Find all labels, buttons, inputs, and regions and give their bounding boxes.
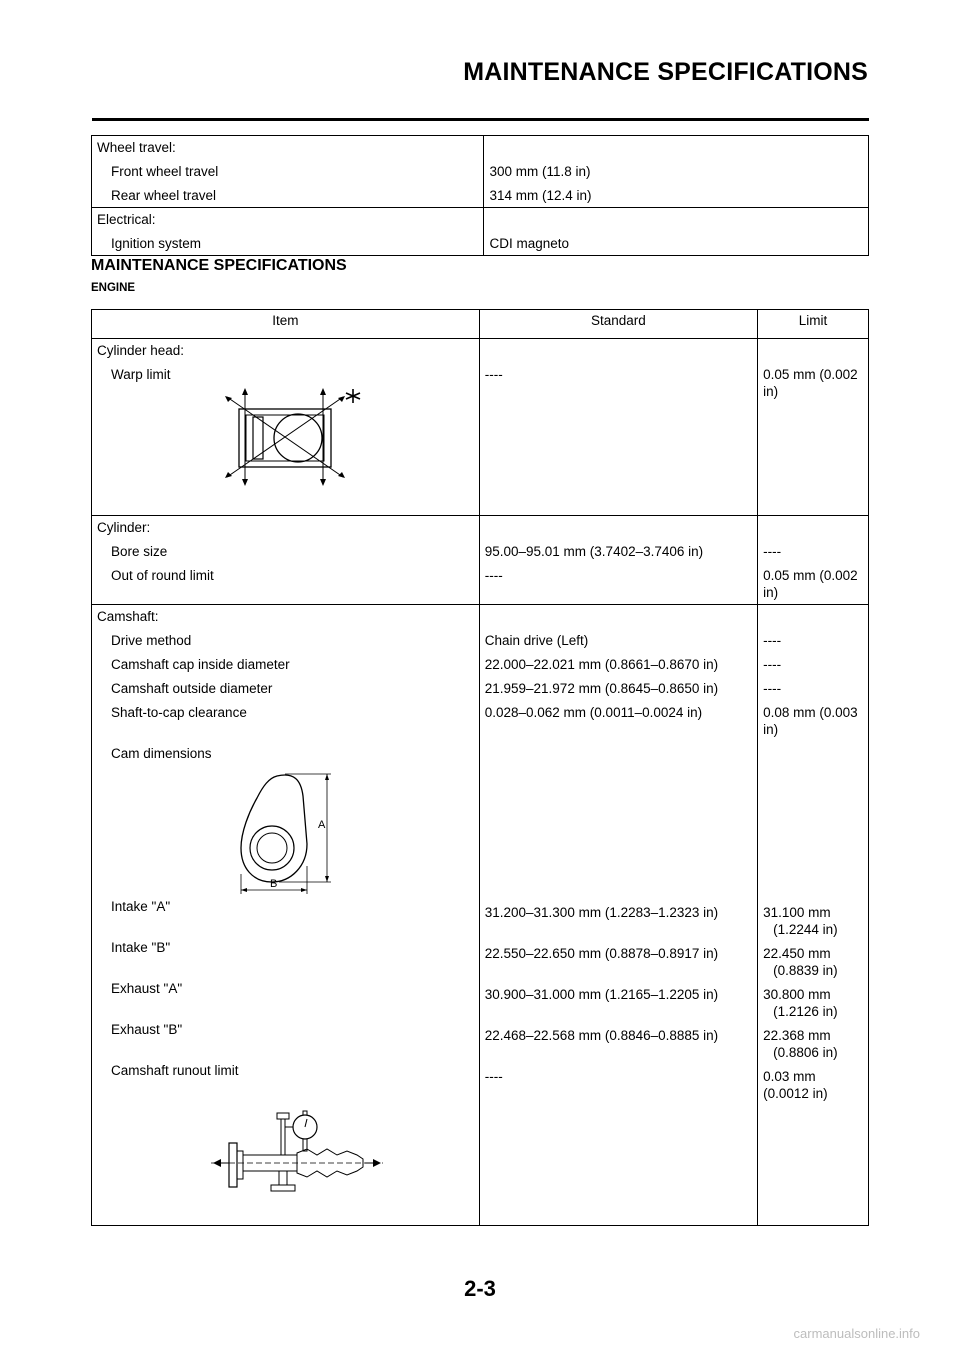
engine-table-header xyxy=(92,310,869,339)
watermark: carmanualsonline.info xyxy=(793,1326,920,1341)
column-header-item: Item xyxy=(272,313,299,328)
page-header-title: MAINTENANCE SPECIFICATIONS xyxy=(463,58,868,86)
limit-value: ---- xyxy=(763,681,782,696)
limit-value-inch: (0.8839 in) xyxy=(773,963,838,978)
group-electrical xyxy=(92,208,869,256)
limit-value-inch: (0.8806 in) xyxy=(773,1045,838,1060)
standard-value: 22.468–22.568 mm (0.8846–0.8885 in) xyxy=(484,1028,719,1043)
limit-value: 22.368 mm xyxy=(763,1028,831,1043)
row-label: Intake "A" xyxy=(111,899,171,914)
standard-value: 22.550–22.650 mm (0.8878–0.8917 in) xyxy=(484,946,719,961)
spec-table xyxy=(91,135,869,256)
standard-value: 95.00–95.01 mm (3.7402–3.7406 in) xyxy=(484,544,704,559)
limit-value: 0.05 mm (0.002 in) xyxy=(763,367,858,399)
header-rule xyxy=(92,118,869,121)
cylinder-head-warp-figure xyxy=(215,387,365,487)
camshaft-runout-figure xyxy=(207,1103,387,1199)
limit-value: ---- xyxy=(763,544,782,559)
row-label: Camshaft cap inside diameter xyxy=(111,657,290,672)
row-label: Exhaust "A" xyxy=(111,981,183,996)
row-label: Ignition system xyxy=(111,236,202,251)
row-label: Out of round limit xyxy=(111,568,214,583)
standard-value: 22.000–22.021 mm (0.8661–0.8670 in) xyxy=(484,657,719,672)
group-heading: Electrical: xyxy=(97,212,156,227)
standard-value: ---- xyxy=(484,1069,503,1084)
row-label: Cam dimensions xyxy=(111,746,212,761)
group-cylinder-head xyxy=(92,339,869,516)
group-cylinder xyxy=(92,516,869,605)
row-label: Drive method xyxy=(111,633,192,648)
section-title: MAINTENANCE SPECIFICATIONS xyxy=(91,257,347,274)
limit-value: 22.450 mm xyxy=(763,946,831,961)
group-wheel-travel xyxy=(92,136,869,208)
limit-value-inch: (0.0012 in) xyxy=(763,1086,828,1101)
limit-value: 30.800 mm xyxy=(763,987,831,1002)
row-label: Exhaust "B" xyxy=(111,1022,183,1037)
standard-value: 21.959–21.972 mm (0.8645–0.8650 in) xyxy=(484,681,719,696)
standard-value: Chain drive (Left) xyxy=(484,633,589,648)
row-label: Shaft-to-cap clearance xyxy=(111,705,247,720)
row-label: Front wheel travel xyxy=(111,164,219,179)
standard-value: ---- xyxy=(484,568,503,583)
standard-value: 0.028–0.062 mm (0.0011–0.0024 in) xyxy=(484,705,703,720)
column-header-limit: Limit xyxy=(758,310,869,339)
limit-value: 0.05 mm (0.002 in) xyxy=(763,568,858,600)
page-number: 2-3 xyxy=(464,1276,496,1301)
group-heading: Cylinder: xyxy=(97,520,151,535)
limit-value-inch: (1.2126 in) xyxy=(773,1004,838,1019)
asterisk-icon xyxy=(346,389,360,403)
group-heading: Wheel travel: xyxy=(97,140,176,155)
limit-value: 0.08 mm (0.003 in) xyxy=(763,705,858,737)
column-header-standard: Standard xyxy=(479,310,757,339)
limit-value: ---- xyxy=(763,657,782,672)
standard-value: 31.200–31.300 mm (1.2283–1.2323 in) xyxy=(484,905,719,920)
group-heading: Camshaft: xyxy=(97,609,159,624)
row-label: Intake "B" xyxy=(111,940,171,955)
row-label: Warp limit xyxy=(111,367,171,382)
row-value: 314 mm (12.4 in) xyxy=(489,188,592,203)
cam-label-a: A xyxy=(318,819,326,831)
group-camshaft xyxy=(92,605,869,1226)
engine-table xyxy=(91,309,869,1226)
row-label: Rear wheel travel xyxy=(111,188,217,203)
standard-value: ---- xyxy=(484,367,503,382)
row-value: 300 mm (11.8 in) xyxy=(489,164,591,179)
limit-value: ---- xyxy=(763,633,782,648)
section-subtitle: ENGINE xyxy=(91,282,136,294)
limit-value-inch: (1.2244 in) xyxy=(773,922,838,937)
limit-value: 31.100 mm xyxy=(763,905,831,920)
row-label: Camshaft outside diameter xyxy=(111,681,273,696)
standard-value: 30.900–31.000 mm (1.2165–1.2205 in) xyxy=(484,987,719,1002)
group-heading: Cylinder head: xyxy=(97,343,185,358)
cam-label-b: B xyxy=(270,878,278,890)
cam-dimensions-figure xyxy=(239,766,359,896)
limit-value: 0.03 mm xyxy=(763,1069,816,1084)
row-label: Camshaft runout limit xyxy=(111,1063,239,1078)
row-value: CDI magneto xyxy=(489,236,570,251)
row-label: Bore size xyxy=(111,544,168,559)
